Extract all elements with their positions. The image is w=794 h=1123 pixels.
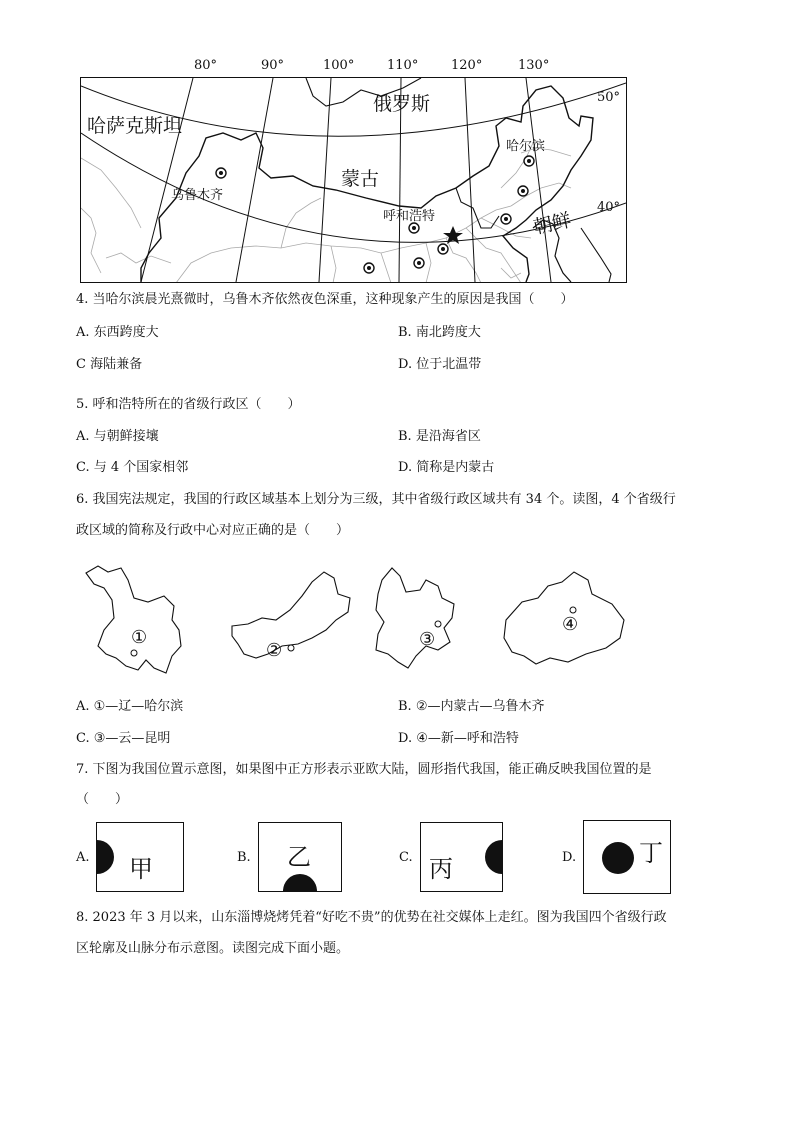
- q6-stem-line2: 政区域的简称及行政中心对应正确的是（ ）: [76, 523, 350, 538]
- q7-stem: 7. 下图为我国位置示意图，如果图中正方形表示亚欧大陆，圆形指代我国，能正确反映我国位置的是: [76, 762, 652, 777]
- q8-stem-line2: 区轮廓及山脉分布示意图。读图完成下面小题。: [76, 941, 350, 956]
- label-urumqi: 乌鲁木齐: [171, 188, 224, 203]
- q6-option-c[interactable]: C. ③—云—昆明: [76, 731, 171, 746]
- label-korea: 朝鲜: [531, 209, 574, 239]
- q6-option-d[interactable]: D. ④—新—呼和浩特: [398, 731, 519, 746]
- q4-option-c[interactable]: C 海陆兼备: [76, 357, 143, 372]
- lon-label-120: 120°: [451, 58, 483, 73]
- q7-choice-c-diagram[interactable]: [420, 822, 503, 892]
- q4-option-b[interactable]: B. 南北跨度大: [398, 325, 481, 340]
- q7-char-d: 丁: [639, 839, 663, 867]
- province-outlines: [76, 558, 646, 678]
- q7-char-b: 乙: [287, 843, 311, 871]
- q4-option-a[interactable]: A. 东西跨度大: [76, 325, 159, 340]
- q7-choice-a-diagram[interactable]: [96, 822, 184, 892]
- label-kazakhstan: 哈萨克斯坦: [87, 115, 183, 137]
- q5-option-a[interactable]: A. 与朝鲜接壤: [76, 429, 159, 444]
- q7-choice-b-letter[interactable]: B.: [237, 850, 251, 865]
- lon-label-110: 110°: [387, 58, 419, 73]
- province-label-4: ④: [562, 614, 579, 635]
- q7-bracket: （ ）: [76, 792, 129, 807]
- q7-circle-b: [283, 874, 317, 892]
- q7-char-c: 丙: [429, 855, 453, 883]
- q6-option-a[interactable]: A. ①—辽—哈尔滨: [76, 699, 184, 714]
- q7-circle-a: [96, 840, 114, 874]
- q5-option-d[interactable]: D. 简称是内蒙古: [398, 460, 495, 475]
- lat-label-50: 50°: [597, 90, 621, 105]
- q5-option-c[interactable]: C. 与 4 个国家相邻: [76, 460, 189, 475]
- q5-stem: 5. 呼和浩特所在的省级行政区（ ）: [76, 397, 301, 412]
- q7-choice-c-letter[interactable]: C.: [399, 850, 413, 865]
- lon-label-100: 100°: [323, 58, 355, 73]
- q6-option-b[interactable]: B. ②—内蒙古—乌鲁木齐: [398, 699, 545, 714]
- longitude-labels: [0, 0, 794, 80]
- lon-label-130: 130°: [518, 58, 550, 73]
- q8-stem-line1: 8. 2023 年 3 月以来，山东淄博烧烤凭着“好吃不贵”的优势在社交媒体上走红。图为我国四个省级行政: [76, 910, 667, 925]
- q7-choice-a-letter[interactable]: A.: [76, 850, 90, 865]
- q7-choice-b-diagram[interactable]: [258, 822, 342, 892]
- q7-circle-d: [602, 842, 634, 874]
- q7-choice-d-diagram[interactable]: [583, 820, 671, 894]
- lon-label-80: 80°: [194, 58, 218, 73]
- q5-option-b[interactable]: B. 是沿海省区: [398, 429, 481, 444]
- q4-option-d[interactable]: D. 位于北温带: [398, 357, 482, 372]
- q7-circle-c: [485, 840, 503, 874]
- province-outlines-drawing: [76, 558, 646, 678]
- province-label-1: ①: [131, 627, 148, 648]
- location-map: [80, 77, 627, 283]
- province-label-2: ②: [266, 640, 283, 661]
- label-mongolia: 蒙古: [341, 168, 380, 190]
- q7-choice-d-letter[interactable]: D.: [562, 850, 577, 865]
- q4-stem: 4. 当哈尔滨晨光熹微时，乌鲁木齐依然夜色深重，这种现象产生的原因是我国（ ）: [76, 292, 574, 307]
- province-label-3: ③: [419, 629, 436, 650]
- label-russia: 俄罗斯: [373, 93, 431, 115]
- lat-label-40: 40°: [597, 200, 621, 215]
- label-hohhot: 呼和浩特: [383, 209, 436, 224]
- label-harbin: 哈尔滨: [506, 139, 546, 154]
- q6-stem-line1: 6. 我国宪法规定，我国的行政区域基本上划分为三级，其中省级行政区域共有 34 个。读图，4 个省级行: [76, 492, 676, 507]
- lon-label-90: 90°: [261, 58, 285, 73]
- q7-char-a: 甲: [129, 855, 153, 883]
